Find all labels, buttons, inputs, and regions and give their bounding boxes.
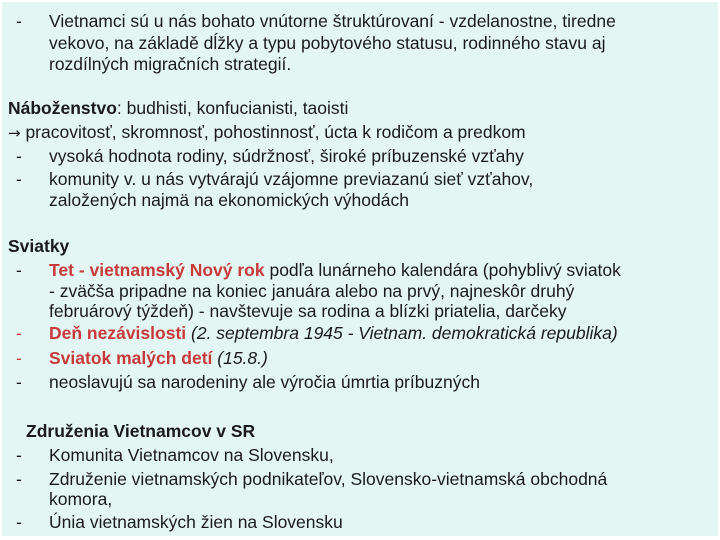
intro-text-3: rozdílných migračních strategií. xyxy=(49,54,292,74)
bullet-dash: - xyxy=(16,323,22,343)
holiday-children-name: Sviatok malých detí xyxy=(49,348,213,368)
intro-text-2: vekovo, na základě dĺžky a typu pobytového statusu, rodinného stavu aj xyxy=(49,33,606,53)
holiday-birthdays-text: neoslavujú sa narodeniny ale výročia úmrtia príbuzných xyxy=(49,372,480,392)
holidays-heading: Sviatky xyxy=(8,236,70,256)
intro-text-1: Vietnamci sú u nás bohato vnútorne štruktúrovaní - vzdelanostne, tiredne xyxy=(49,11,616,31)
religion-item-cont-text: založených najmä na ekonomických výhodách xyxy=(49,190,409,210)
bullet-dash: - xyxy=(16,146,22,166)
religion-item-text: komunity v. u nás vytvárajú vzájomne previazanú sieť vzťahov, xyxy=(49,169,534,189)
association-item-cont-text: komora, xyxy=(49,489,113,509)
religion-arrow-text: pracovitosť, skromnosť, pohostinnosť, úcta k rodičom a predkom xyxy=(20,122,526,142)
bullet-dash: - xyxy=(16,512,22,532)
bullet-dash: - xyxy=(16,469,22,489)
bullet-dash: - xyxy=(16,11,22,31)
bullet-dash: - xyxy=(16,169,22,189)
holiday-tet-name: Tet - vietnamský Nový rok xyxy=(49,260,265,280)
bullet-dash: - xyxy=(16,348,22,368)
holiday-tet-cont-2: februárový týždeň) - navštevuje sa rodina a blízki priatelia, darčeky xyxy=(49,301,567,321)
holiday-children-desc: (15.8.) xyxy=(212,348,268,368)
holiday-tet-desc: podľa lunárneho kalendára (pohyblivý sviatok xyxy=(264,260,621,280)
holiday-independence-desc: (2. septembra 1945 - Vietnam. demokratická republika) xyxy=(186,323,618,343)
association-item-text: Združenie vietnamských podnikateľov, Slovensko-vietnamská obchodná xyxy=(49,469,608,489)
holiday-tet-cont-1: - zväčša pripadne na koniec januára alebo na prvý, najneskôr druhý xyxy=(49,281,575,301)
association-heading: Združenia Vietnamcov v SR xyxy=(26,421,256,441)
bullet-dash: - xyxy=(16,445,22,465)
religion-item-text: vysoká hodnota rodiny, súdržnosť, široké príbuzenské vzťahy xyxy=(49,146,524,166)
content-panel xyxy=(2,2,718,536)
religion-heading: Náboženstvo xyxy=(8,98,117,118)
holiday-independence-name: Deň nezávislosti xyxy=(49,323,187,343)
arrow-icon: → xyxy=(8,124,21,142)
bullet-dash: - xyxy=(16,372,22,392)
religion-heading-rest: : budhisti, konfucianisti, taoisti xyxy=(116,98,349,118)
association-item-text: Únia vietnamských žien na Slovensku xyxy=(49,512,343,532)
association-item-text: Komunita Vietnamcov na Slovensku, xyxy=(49,445,334,465)
bullet-dash: - xyxy=(16,260,22,280)
